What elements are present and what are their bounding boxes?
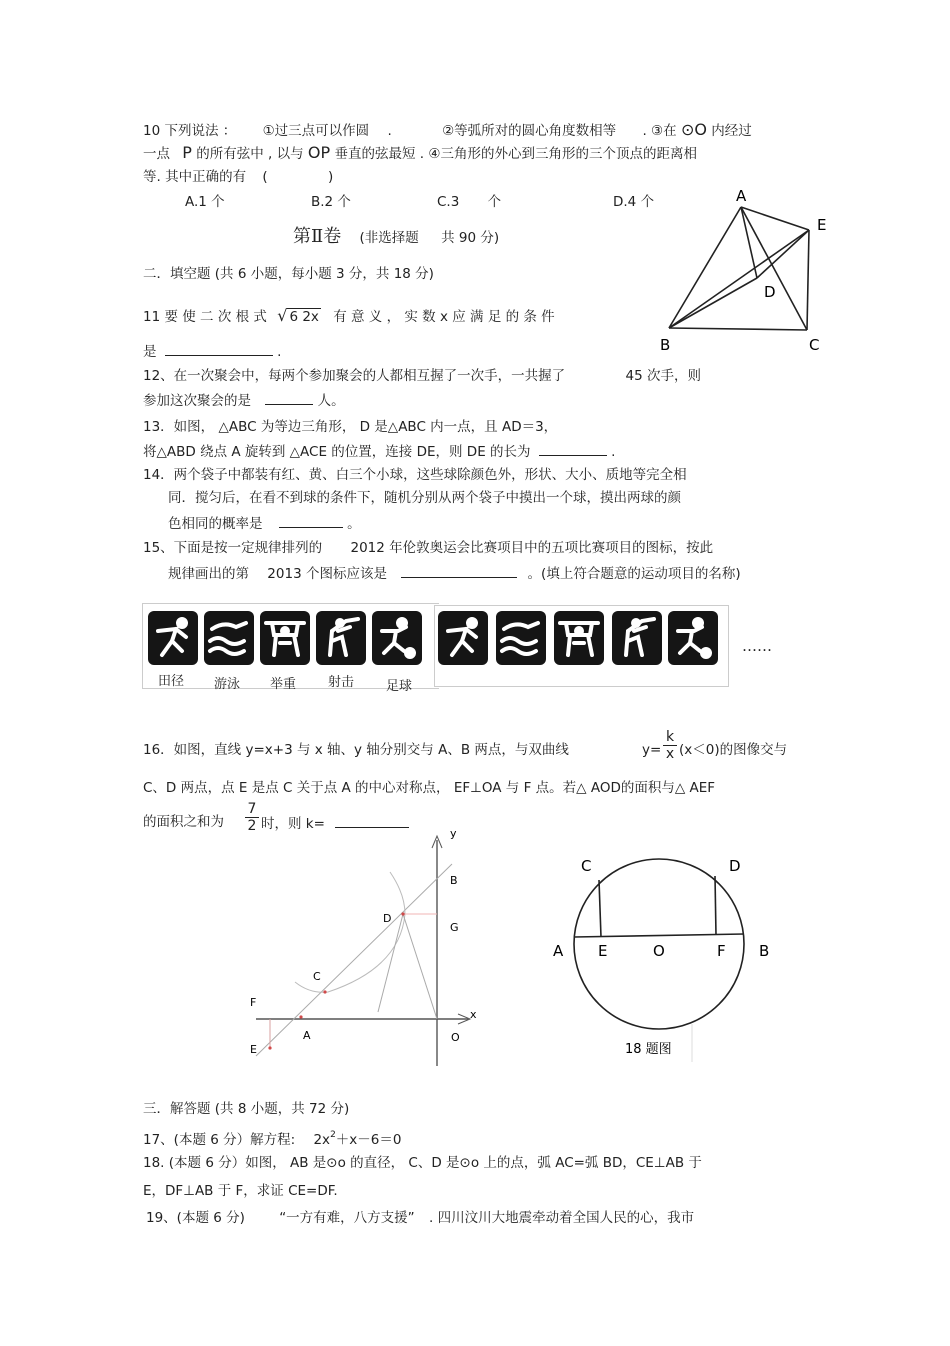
q17-line: 17、(本题 6 分）解方程: $2x^2+x-6=0$ bbox=[143, 1130, 402, 1148]
icon-label-shooting: 射击 bbox=[328, 675, 355, 690]
figure-caption: 18 题图 bbox=[625, 1042, 672, 1057]
q14-answer-blank[interactable] bbox=[279, 513, 343, 528]
q16-y-equals: y= bbox=[642, 742, 662, 758]
icon-label-swimming: 游泳 bbox=[214, 677, 241, 692]
label-C: C bbox=[313, 970, 321, 983]
swimming-icon bbox=[496, 611, 546, 665]
circle-figure bbox=[545, 846, 785, 1066]
q13-line1: 13．如图， △ABC 为等边三角形， D 是△ABC 内一点，且 AD＝3， bbox=[143, 419, 558, 435]
q16-line1: 16．如图，直线 y=x+3 与 x 轴、y 轴分别交与 A、B 两点，与双曲线 bbox=[143, 742, 569, 758]
label-B: B bbox=[660, 336, 671, 354]
label-E: E bbox=[598, 942, 608, 960]
coordinate-figure bbox=[240, 822, 490, 1072]
label-E: E bbox=[817, 216, 827, 234]
part2-title: 第Ⅱ卷 (非选择题 共 90 分) bbox=[293, 226, 500, 247]
q11-line1: 11 要 使 二 次 根 式 √ 6 2x 有 意 义 ， 实 数 x 应 满 足 的 条 件 bbox=[143, 306, 555, 325]
q13-line2: 将△ABD 绕点 A 旋转到 △ACE 的位置，连接 DE，则 DE 的长为 . bbox=[143, 441, 615, 461]
label-D: D bbox=[383, 912, 392, 925]
q11-line2: 是 . bbox=[143, 341, 281, 361]
q16-fraction-k-over-x: $\frac{k}{x}$ bbox=[663, 729, 677, 762]
q13-answer-blank[interactable] bbox=[539, 441, 607, 456]
label-A: A bbox=[736, 187, 747, 205]
axis-label-x: x bbox=[470, 1008, 477, 1021]
label-F: F bbox=[250, 996, 257, 1009]
q10-option-b: B.2 个 bbox=[311, 194, 351, 210]
icon-label-weightlifting: 举重 bbox=[270, 677, 297, 692]
label-O: O bbox=[653, 942, 665, 960]
label-A: A bbox=[553, 942, 564, 960]
weightlifting-icon bbox=[554, 611, 604, 665]
olympic-icon-strip bbox=[142, 603, 728, 694]
q14-line2: 同．搅匀后，在看不到球的条件下，随机分别从两个袋子中摸出一个球，摸出两球的颜 bbox=[168, 490, 681, 506]
label-B: B bbox=[450, 874, 458, 887]
label-F: F bbox=[717, 942, 726, 960]
q10-line2: 一点 P 的所有弦中 , 以与 OP 垂直的弦最短 . ④三角形的外心到三角形的三个顶点的距离相 bbox=[143, 143, 697, 162]
q16-line3-end: 时，则 k= bbox=[261, 813, 409, 833]
continuation-dots: …… bbox=[742, 637, 772, 655]
section2-heading: 二．填空题 (共 6 小题，每小题 3 分，共 18 分) bbox=[143, 266, 434, 282]
label-C: C bbox=[809, 336, 820, 354]
athletics-icon bbox=[438, 611, 488, 665]
q10-option-d: D.4 个 bbox=[613, 194, 655, 210]
q18-line1: 18. (本题 6 分）如图， AB 是⊙o 的直径， C、D 是⊙o 上的点，弧 AC=弧 BD，CE⊥AB 于 bbox=[143, 1155, 702, 1171]
label-A: A bbox=[303, 1029, 311, 1042]
shooting-icon bbox=[612, 611, 662, 665]
label-O: O bbox=[451, 1031, 460, 1044]
q15-answer-blank[interactable] bbox=[401, 563, 517, 578]
sqrt-expression: √ 6 2x bbox=[277, 306, 319, 325]
q16-fraction-seven-halves: $\frac{7}{2}$ bbox=[245, 801, 259, 834]
q14-line1: 14．两个袋子中都装有红、黄、白三个小球，这些球除颜色外，形状、大小、质地等完全相 bbox=[143, 467, 687, 483]
label-D: D bbox=[764, 283, 776, 301]
football-icon bbox=[372, 611, 422, 665]
q14-line3: 色相同的概率是 。 bbox=[168, 513, 361, 533]
q18-line2: E，DF⊥AB 于 F，求证 CE=DF. bbox=[143, 1183, 338, 1199]
q10-option-c: C.3 个 bbox=[437, 194, 502, 210]
q16-line2: C、D 两点，点 E 是点 C 关于点 A 的中心对称点， EF⊥OA 与 F 点。若△ AOD的面积与△ AEF bbox=[143, 780, 716, 796]
q10-line3: 等. 其中正确的有 ( ) bbox=[143, 169, 334, 185]
q16-line1-end: (x＜0)的图像交与 bbox=[679, 742, 788, 758]
label-E: E bbox=[250, 1043, 257, 1056]
q12-line2: 参加这次聚会的是 人。 bbox=[143, 390, 345, 410]
q10-option-a: A.1 个 bbox=[185, 194, 225, 210]
weightlifting-icon bbox=[260, 611, 310, 665]
label-C: C bbox=[581, 857, 592, 875]
label-D: D bbox=[729, 857, 741, 875]
section3-heading: 三．解答题 (共 8 小题，共 72 分) bbox=[143, 1101, 350, 1117]
athletics-icon bbox=[148, 611, 198, 665]
q16-line3: 的面积之和为 bbox=[143, 814, 224, 830]
q12-line1: 12、在一次聚会中，每两个参加聚会的人都相互握了一次手，一共握了 45 次手，则 bbox=[143, 368, 701, 384]
icon-label-football: 足球 bbox=[386, 679, 413, 694]
q11-answer-blank[interactable] bbox=[165, 341, 273, 356]
q15-line1: 15、下面是按一定规律排列的 2012 年伦敦奥运会比赛项目中的五项比赛项目的图标，按此 bbox=[143, 540, 714, 556]
axis-label-y: y bbox=[450, 827, 457, 840]
label-G: G bbox=[450, 921, 459, 934]
triangle-figure bbox=[650, 180, 840, 355]
q12-answer-blank[interactable] bbox=[265, 390, 313, 405]
q10-line1: 10 下列说法 ： ①过三点可以作圆 . ②等弧所对的圆心角度数相等 . ③在 ⊙O 内经过 bbox=[143, 120, 752, 139]
label-B: B bbox=[759, 942, 770, 960]
q15-line2: 规律画出的第 2013 个图标应该是 。(填上符合题意的运动项目的名称) bbox=[168, 563, 741, 583]
icon-label-athletics: 田径 bbox=[158, 674, 185, 689]
shooting-icon bbox=[316, 611, 366, 665]
q19-line1: 19、(本题 6 分) “一方有难，八方支援” . 四川汶川大地震牵动着全国人民的心，我市 bbox=[146, 1210, 695, 1226]
swimming-icon bbox=[204, 611, 254, 665]
football-icon bbox=[668, 611, 718, 665]
